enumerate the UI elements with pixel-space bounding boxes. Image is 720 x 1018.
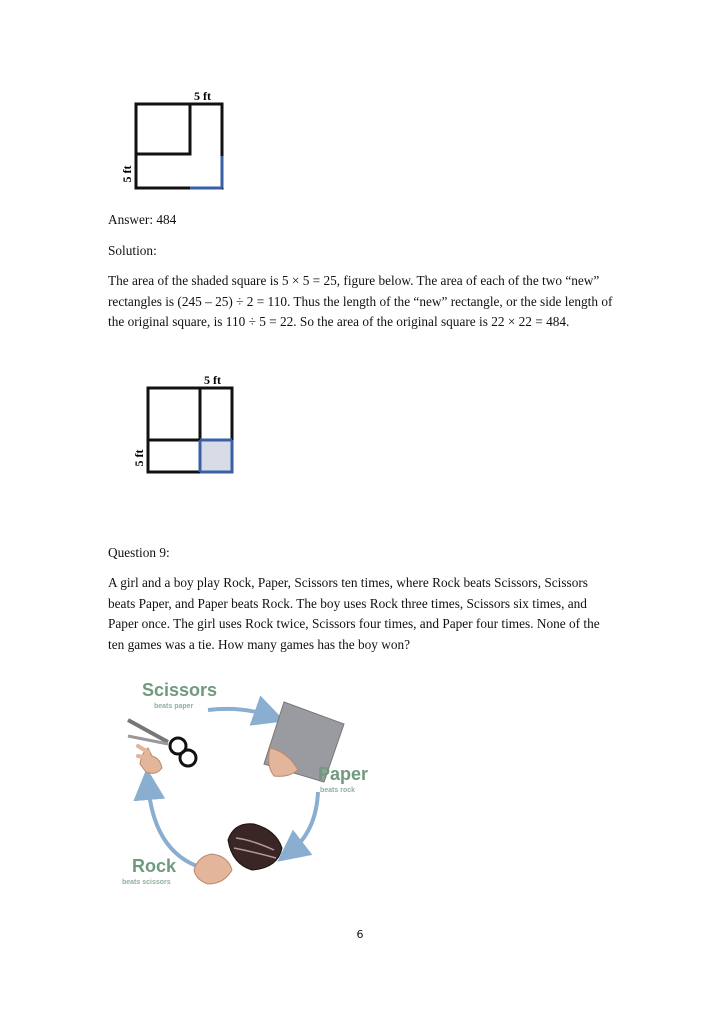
solution-paragraph: The area of the shaded square is 5 × 5 = 25, figure below. The area of each of the two “new” rectangles is (245 – 25) ÷ 2 = 110. Thus the length of the “new” rectangle, or the side length of the original square, is 110 ÷ 5 = 22. So the area of the original square is 22 × 22 = 484. — [108, 273, 613, 329]
rock-icon — [228, 824, 282, 870]
paper-title: Paper — [318, 764, 369, 784]
arrow-paper-to-rock — [290, 792, 318, 852]
rps-cycle-diagram — [112, 672, 372, 897]
rock-title: Rock — [132, 856, 177, 876]
arrow-scissors-to-paper — [208, 709, 270, 716]
figure-square-cut — [118, 88, 230, 194]
top-dimension-label: 5 ft — [204, 373, 221, 387]
question-heading: Question 9: — [108, 545, 170, 560]
top-dimension-label: 5 ft — [194, 89, 211, 103]
hand-scissors-icon — [138, 746, 162, 773]
scissors-icon — [128, 720, 196, 766]
outer-square — [136, 104, 222, 188]
inner-square-outline — [136, 104, 190, 154]
side-dimension-label: 5 ft — [132, 449, 146, 467]
paper-subtitle: beats rock — [320, 787, 356, 794]
rock-subtitle: beats scissors — [122, 879, 171, 886]
solution-heading: Solution: — [108, 243, 157, 258]
scissors-title: Scissors — [142, 680, 218, 700]
figure-square-divided — [128, 372, 240, 478]
side-dimension-label: 5 ft — [120, 165, 134, 183]
shaded-square — [200, 440, 232, 472]
page-number: 6 — [356, 928, 364, 941]
answer-line: Answer: 484 — [108, 212, 177, 227]
question-paragraph: A girl and a boy play Rock, Paper, Scissors ten times, where Rock beats Scissors, Scissors beats Paper, and Paper beats Rock. The boy uses Rock three times, Scissors six times, and Paper once. The girl uses Rock twice, Scissors four times, and Paper four times. None of the ten games was a tie. How many games has the boy won? — [108, 575, 600, 652]
scissors-subtitle: beats paper — [154, 703, 194, 710]
fist-icon — [194, 854, 232, 884]
